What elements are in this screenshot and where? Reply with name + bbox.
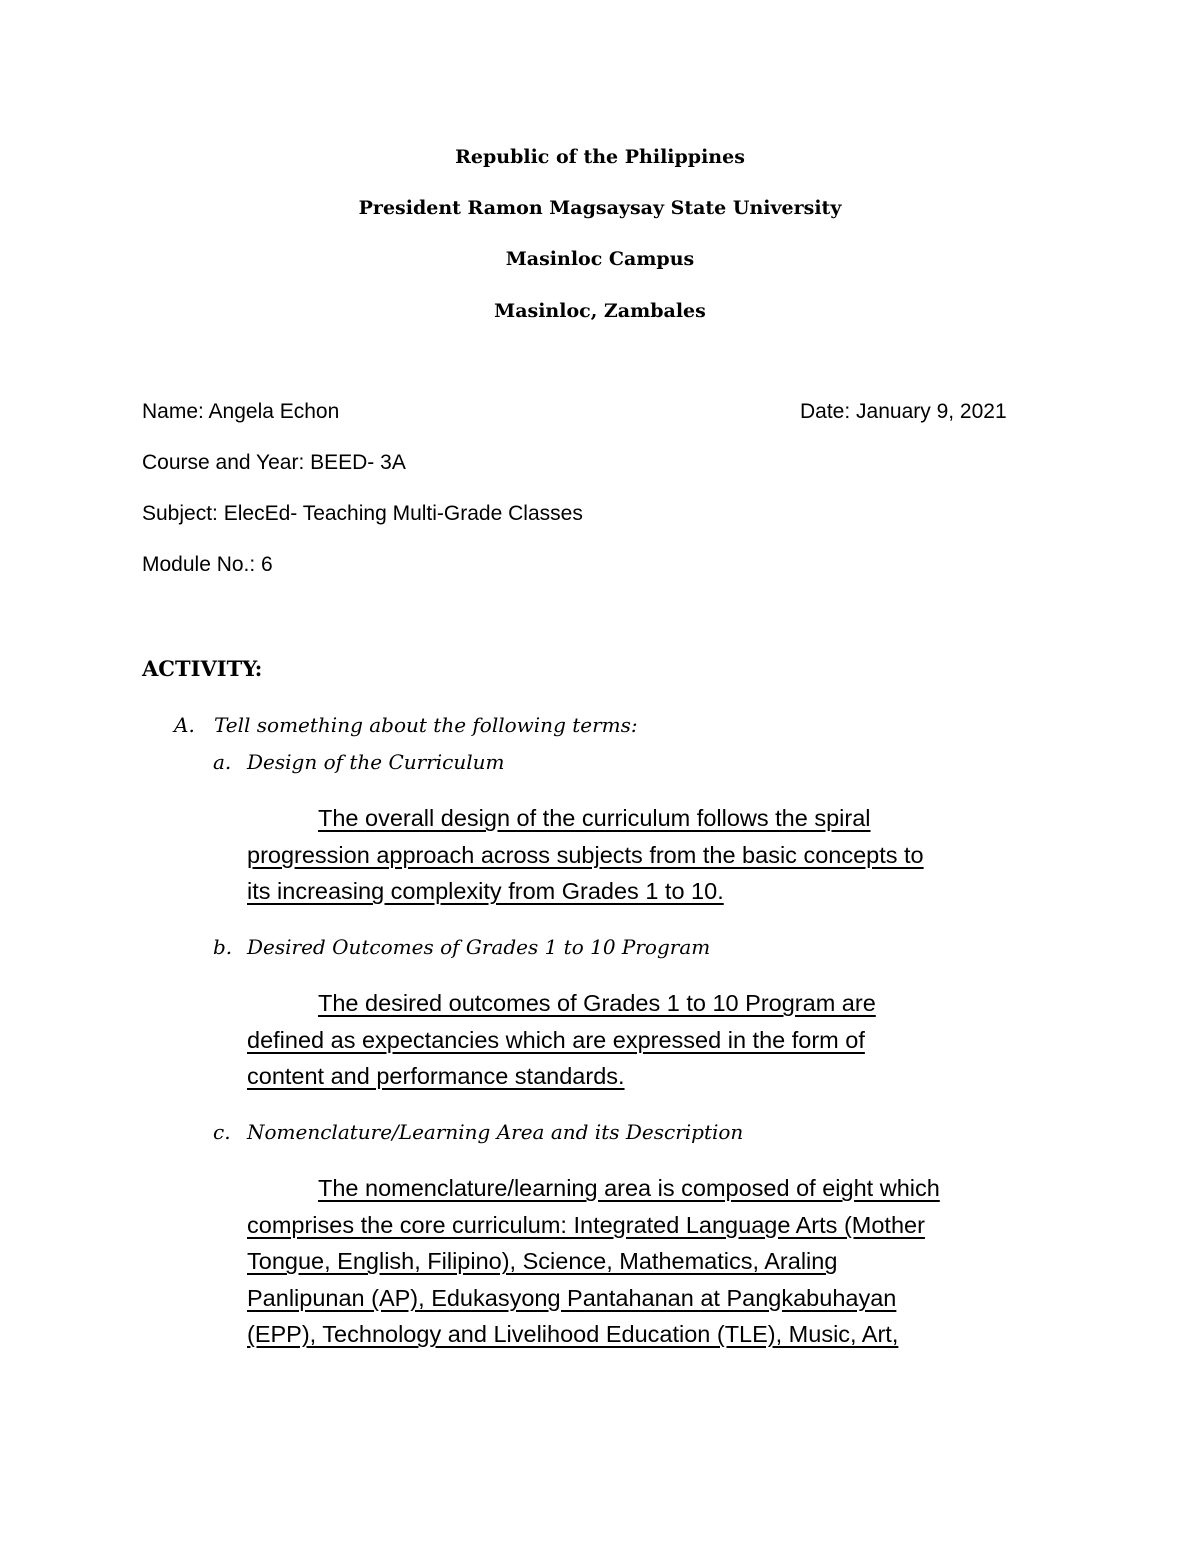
answer-line: The nomenclature/learning area is composed of eight which: [318, 1175, 940, 1201]
header-location: Masinloc, Zambales: [494, 300, 706, 322]
item-a-term: Design of the Curriculum: [247, 750, 505, 774]
item-b-term: Desired Outcomes of Grades 1 to 10 Program: [247, 935, 711, 959]
header-republic: Republic of the Philippines: [455, 146, 745, 168]
student-name: Name: Angela Echon: [142, 400, 340, 423]
activity-heading: ACTIVITY:: [142, 656, 263, 681]
module-number: Module No.: 6: [142, 553, 273, 576]
header-university: President Ramon Magsaysay State University: [358, 197, 842, 219]
header-campus: Masinloc Campus: [505, 248, 695, 270]
item-c-term: Nomenclature/Learning Area and its Description: [247, 1120, 744, 1144]
question-marker: A.: [174, 713, 195, 737]
answer-line: content and performance standards.: [247, 1063, 625, 1089]
item-c-marker: c.: [213, 1120, 231, 1144]
submission-date: Date: January 9, 2021: [800, 400, 1007, 423]
subject: Subject: ElecEd- Teaching Multi-Grade Classes: [142, 502, 583, 525]
course-year: Course and Year: BEED- 3A: [142, 451, 406, 474]
answer-line: (EPP), Technology and Livelihood Education (TLE), Music, Art,: [247, 1321, 899, 1347]
answer-line: Tongue, English, Filipino), Science, Mathematics, Araling: [247, 1248, 838, 1274]
item-b-answer: [247, 985, 1067, 1095]
item-b-marker: b.: [213, 935, 233, 959]
answer-line: The desired outcomes of Grades 1 to 10 Program are: [318, 990, 876, 1016]
question-text: Tell something about the following terms:: [214, 713, 638, 737]
item-a-answer: [247, 800, 1067, 910]
item-a-marker: a.: [213, 750, 232, 774]
answer-line: The overall design of the curriculum follows the spiral: [318, 805, 871, 831]
answer-line: its increasing complexity from Grades 1 to 10.: [247, 878, 724, 904]
answer-line: defined as expectancies which are expressed in the form of: [247, 1026, 865, 1053]
item-c-answer: [247, 1170, 1067, 1353]
answer-line: comprises the core curriculum: Integrated Language Arts (Mother: [247, 1211, 925, 1238]
answer-line: progression approach across subjects from the basic concepts to: [247, 841, 924, 868]
answer-line: Panlipunan (AP), Edukasyong Pantahanan at Pangkabuhayan: [247, 1284, 897, 1311]
